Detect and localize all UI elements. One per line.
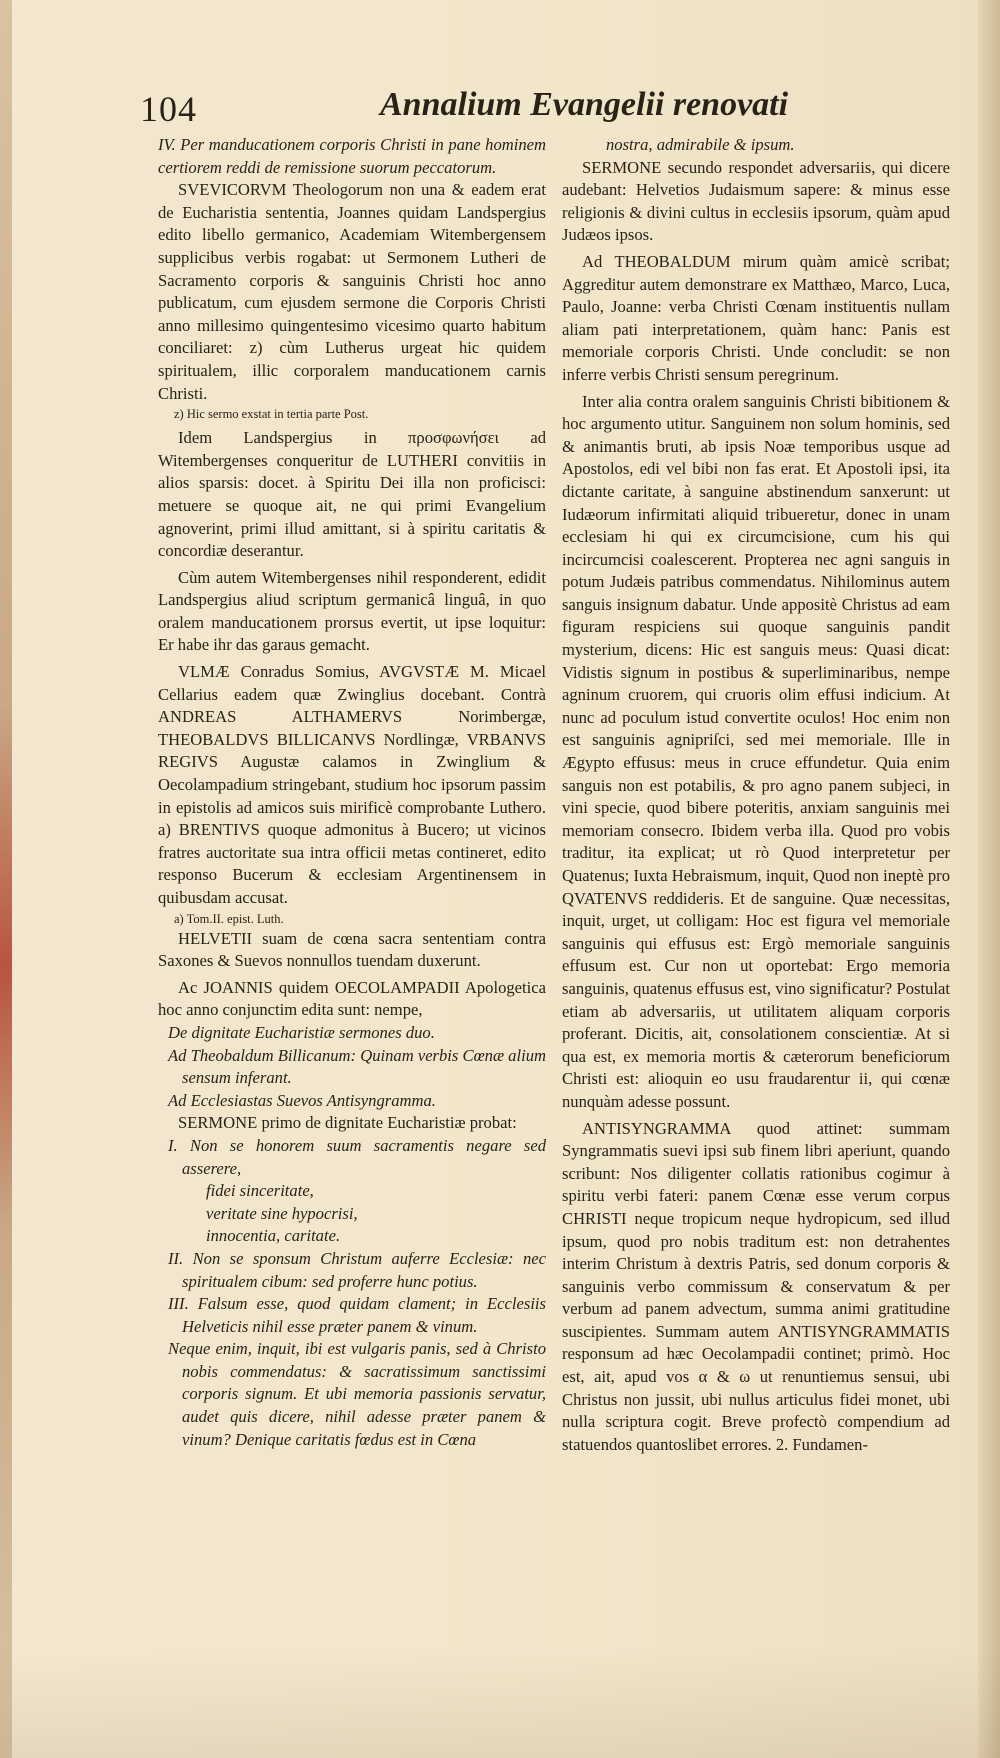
work-title-1: De dignitate Eucharistiæ sermones duo. xyxy=(168,1022,435,1042)
continuation-line: nostra, admirabile & ipsum. xyxy=(606,135,795,154)
text-columns xyxy=(158,134,950,1456)
footnote-a: a) Tom.II. epist. Luth. xyxy=(174,911,284,926)
paragraph-sermone-secundo: SERMONE secundo respondet adversariis, qui dicere audebant: Helvetios Judaismum sapere: & minus esse religionis & divini cultus in ecclesiis ipsorum, quàm apud Judæos ipsos. xyxy=(562,157,950,245)
paragraph-helvetii: HELVETII suam de cœna sacra sententiam contra Saxones & Suevos nonnullos tuendam duxerunt. xyxy=(158,928,546,971)
paragraph-oecolampadii: Ac JOANNIS quidem OECOLAMPADII Apologetica hoc anno conjunctim edita sunt: nempe, xyxy=(158,977,546,1020)
paragraph-svevicorum: SVEVICORVM Theologorum non una & eadem erat de Eucharistia sententia, Joannes quidam Landspergius edito libello germanico, Academiam Witembergensem supplicibus verbis rogabat: ut Sermonem Lutheri de Sacramento corporis & sanguinis Christi hoc anno publicatum, cum ejusdem sermone die Corporis Christi anno millesimo quingentesimo vicesimo quarto habitum conciliaret: z) cùm Lutherus urgeat hic quidem spiritualem, illic corporalem manducationem carnis Christi. xyxy=(158,180,546,403)
footnote-z: z) Hic sermo exstat in tertia parte Post. xyxy=(174,407,369,422)
page-shadow xyxy=(0,1648,1000,1758)
running-head xyxy=(140,88,910,134)
point-i: I. Non se honorem suum sacramentis negare sed asserere, xyxy=(168,1135,546,1178)
page-number: 104 xyxy=(140,89,197,129)
point-iii: III. Falsum esse, quod quidam clament; in Ecclesiis Helveticis nihil esse præter panem & vinum. xyxy=(168,1294,546,1336)
work-title-2: Ad Theobaldum Billicanum: Quinam verbis Cœnæ alium sensum inferant. xyxy=(168,1045,546,1088)
point-i-sub-1: fidei sinceritate, xyxy=(206,1181,314,1201)
paragraph-theobaldum: Ad THEOBALDUM mirum quàm amicè scribat; Aggreditur autem demonstrare ex Matthæo, Marco, Luca, Paulo, Joanne: verba Christi Cœnam instituentis nullam aliam pati interpretationem, quàm hanc: Panis est memoriale corporis Christi. Unde concludit: se non inferre verbis Christi sensum peregrinum. xyxy=(562,251,950,384)
left-column xyxy=(158,134,546,1456)
point-i-sub-2: veritate sine hypocrisi, xyxy=(206,1203,358,1223)
thesis-iv: IV. Per manducationem corporis Christi in pane hominem certiorem reddi de remissione suorum peccatorum. xyxy=(158,135,546,177)
paragraph-sermone-primo: SERMONE primo de dignitate Eucharistiæ probat: xyxy=(178,1113,517,1133)
paragraph-neque-enim: Neque enim, inquit, ibi est vulgaris panis, sed à Christo nobis commendatus: & sacratissimum sanctissimi corporis signum. Et ubi memoria passionis servatur, audet quis dicere, nihil adesse præter panem & vinum? Denique caritatis fœdus est in Cœna xyxy=(168,1339,546,1449)
paragraph-inter-alia: Inter alia contra oralem sanguinis Christi bibitionem & hoc argumento utitur. Sanguinem non solum hominis, sed & animantis bruti, ab ipsis Noæ temporibus usque ad Apostolos, edi vel bibi non fas erat. Et Apostoli ipsi, ita dictante caritate, à sanguine abstinendum sanxerunt: ut Iudæorum infirmitati aliquid tribueretur, donec in unam ecclesiam hi qui ex circumcisione, cum his qui incircumcisi coalescerent. Propterea nec agni sanguis in potum Judæis patribus commendatus. Nihilominus autem sanguis insignum dabatur. Unde appositè Christus ad eam figuram respiciens sui quoque sanguinis pandit mysterium, dicens: Hic est sanguis meus: Quasi dicat: Vidistis signum in postibus & superliminaribus, nempe agninum cruorem, qui cruoris olim effusi indicium. At nunc ad poculum istud convertite oculos! Hoc enim non est sanguinis agnipriſci, sed mei memoriale. Ille in Ægypto effusus: meus in cruce effundetur. Quia enim sanguis non est potabilis, & pro agno panem subjeci, in vini specie, quod bibere poteritis, anxiam sanguinis mei memoriam consecro. Ibidem verba illa. Quod pro vobis traditur, ita explicat; ut rò Quod interpretetur per Quatenus; Iuxta Hebraismum, inquit, Quod non ineptè pro QVATENVS reddideris. Et de sanguine. Quæ necessitas, inquit, urget, ut colligam: Hoc est figura vel memoriale sanguinis qui effusus est: Ergò memoriale sanguinis effusum est. Cur non ut oportebat: Ergo memoria sanguinis, quatenus effusus est, vino significatur? Postulat etiam ab adversariis, ut utilitatem aliquam corporis proferant. Dicitis, ait, consolationem conscientiæ. At si qua est, ex memoria mortis & cæterorum beneficiorum Christi est: alioquin eo usu fraudarentur ii, qui cœnæ nunquàm adesse possunt. xyxy=(562,391,950,1111)
paragraph-witembergenses: Cùm autem Witembergenses nihil responderent, edidit Landspergius aliud scriptum germanicâ linguâ, in quo oralem manducationem prorsus evertit, ut ipse loquitur: Er habe ihr das garaus gemacht. xyxy=(158,567,546,655)
right-column xyxy=(562,134,950,1456)
page-edge-left xyxy=(0,0,12,1758)
running-title: Annalium Evangelii renovati xyxy=(380,86,789,123)
paragraph-ulmae: VLMÆ Conradus Somius, AVGVSTÆ M. Micael Cellarius eadem quæ Zwinglius docebant. Contrà ANDREAS ALTHAMERVS Norimbergæ, THEOBALDVS BILLICANVS Nordlingæ, VRBANVS REGIVS Augustæ calamos in Zwinglium & Oecolampadium stringebant, studium hoc ipsorum passim in epistolis ad amicos suis mirificè comprobante Luthero. a) BRENTIVS quoque admonitus à Bucero; ut vicinos fratres auctoritate sua intra officii metas contineret, edito responso Bucerum & ecclesiam Argentinensem in quibusdam accusat. xyxy=(158,662,546,907)
point-ii: II. Non se sponsum Christum auferre Ecclesiæ: nec spiritualem cibum: sed proferre hunc potius. xyxy=(168,1248,546,1291)
page-edge-right xyxy=(978,0,1000,1758)
paragraph-antisyngramma: ANTISYNGRAMMA quod attinet: summam Syngrammatis suevi ipsi sub finem libri aperiunt, quando scribunt: Nos diligenter collatis rationibus cogimur à spiritu verbi fateri: panem Cœnæ esse verum corpus CHRISTI neque tropicum neque hydropicum, sed illud ipsum, quod pro nobis traditum est: non detrahentes interim Christum à dextris Patris, sed donum corporis & sanguinis verbo commissum & conservatum & per verbum ad panem advectum, summa animi gratitudine suscipientes. Summam autem ANTISYNGRAMMATIS responsum ad hæc Oecolampadii continet; primò. Hoc est, ait, apud vos α & ω ut renuntiemus sensui, ubi Christus non jussit, ubi nullus articulus fidei monet, ubi nulla scriptura cogit. Breve profectò compendium ad statuendos quantoslibet errores. 2. Fundamen- xyxy=(562,1118,950,1454)
point-i-sub-3: innocentia, caritate. xyxy=(206,1226,341,1246)
paragraph-landspergius: Idem Landspergius in προσφωνήσει ad Witembergenses conqueritur de LUTHERI convitiis in alios sparsis: docet. à Spiritu Dei illa non proficisci: metuere se quoque ait, ne qui primi Evangelium agnoverint, primi illud amittant, si à spiritu caritatis & concordiæ deserantur. xyxy=(158,428,546,561)
work-title-3: Ad Ecclesiastas Suevos Antisyngramma. xyxy=(168,1090,436,1110)
